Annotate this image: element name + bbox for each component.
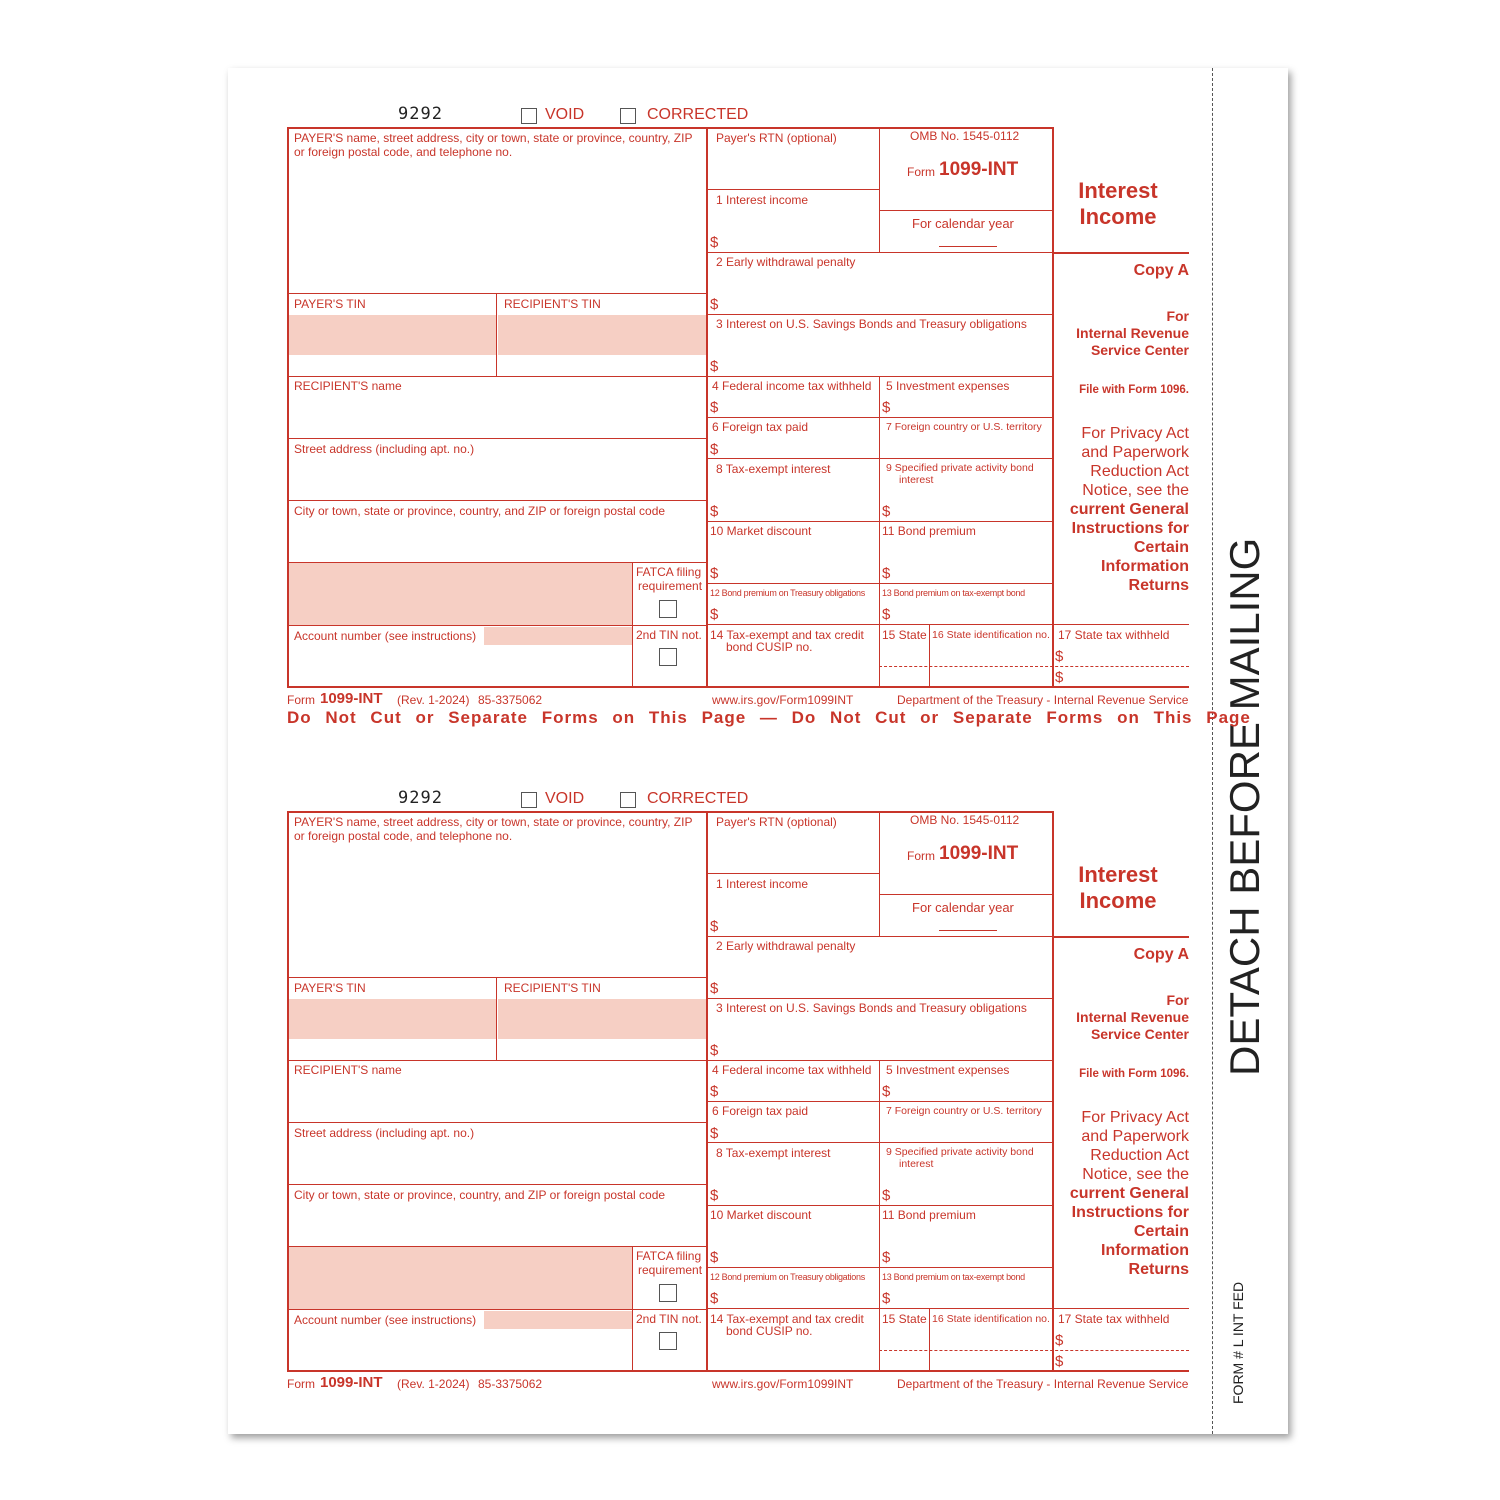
city-label: City or town, state or province, country, and ZIP or foreign postal code [294,1188,666,1202]
fatca-label-1: FATCA filing [636,1249,702,1263]
fatca-label-1: FATCA filing [636,565,702,579]
recipient-tin-label: RECIPIENT'S TIN [504,297,601,311]
box9-label: 9 Specified private activity bond [886,462,1034,474]
box1-label: 1 Interest income [716,877,809,891]
box11-label: 11 Bond premium [882,524,976,538]
void-checkbox[interactable] [521,108,537,124]
privacy-line-4: Notice, see the [1082,482,1189,499]
second-tin-checkbox[interactable] [659,648,677,666]
privacy-line-7: Certain [1133,1223,1189,1240]
street-address-label: Street address (including apt. no.) [294,1126,475,1140]
omb-number: OMB No. 1545-0112 [910,129,1020,143]
fatca-label-2: requirement [638,579,703,593]
title-income: Income [1079,204,1157,229]
payer-name-label-2: or foreign postal code, and telephone no. [294,145,513,159]
fatca-checkbox[interactable] [659,600,677,618]
void-label: VOID [545,790,585,807]
privacy-line-9: Returns [1128,1261,1189,1278]
box6-label: 6 Foreign tax paid [712,1104,809,1118]
title-interest: Interest [1078,862,1158,887]
payer-rtn-label: Payer's RTN (optional) [716,815,837,829]
second-tin-checkbox[interactable] [659,1332,677,1350]
second-tin-label: 2nd TIN not. [636,1312,702,1326]
file-with-1096: File with Form 1096. [1079,1068,1189,1080]
footer-dept: Department of the Treasury - Internal Revenue Service [897,1377,1189,1391]
form-word: Form [907,165,935,179]
corrected-label: CORRECTED [647,790,749,807]
privacy-line-5: current General [1069,501,1189,518]
form-number: 1099-INT [939,843,1019,864]
copy-a: Copy A [1133,262,1189,279]
internal-revenue: Internal Revenue [1076,325,1189,341]
footer-cat: 85-3375062 [478,1377,543,1391]
privacy-line-6: Instructions for [1071,520,1189,537]
form-1099-int-copy-1: 9292 VOID CORRECTED PAYER'S name, street address, city or town, state or province, country, ZIP or foreign postal code, and telephone no. PAYER'S TIN RECIPIENT'S TIN RECIPIENT'S name Street address (including apt. no.) City or town, state or province, country, and ZIP or foreign postal code FATCA filing requirement Account number (see instructions) 2nd TIN not. Payer's RTN (optional) 1 Interest income $ 2 Early withdrawal penalty $ 3 Interest on U.S. Savings Bonds and Treasury obligations $ 4 Federal income tax withheld $ 5 Investment expenses $ 6 Foreign tax paid $ 7 Foreign country or U.S. territory 8 Tax-exempt interest $ 9 Specified private activity bond interest $ 10 Market discount $ 11 Bond premium $ 12 Bond premium on Treasury obligations $ 13 Bond premium on tax-exempt bond $ 14 Tax-exempt and tax credit bond CUSIP no. 15 State 16 State identification no. 17 State tax withheld $ $ OMB No. 1545-0112 Form 1099-INT For calendar year Interest Income Copy A For Internal Revenue Service Center File with Form 1096. For Privacy Act and Paperwork Reduction Act Notice, see the current General Instructions for Certain Information Returns Form 1099-INT (Rev. 1-2024) 85-3375062 www.irs.gov/Form1099INT Department of the Treasury - Internal Revenue Service [287,104,1189,707]
box7-label: 7 Foreign country or U.S. territory [886,1105,1042,1117]
form-number: 1099-INT [939,159,1019,180]
privacy-line-5: current General [1069,1185,1189,1202]
payer-name-label: PAYER'S name, street address, city or town, state or province, country, ZIP [294,131,693,145]
privacy-line-1: For Privacy Act [1081,1109,1189,1126]
box3-label: 3 Interest on U.S. Savings Bonds and Treasury obligations [716,317,1027,331]
account-number-label: Account number (see instructions) [294,1313,477,1327]
account-number-label: Account number (see instructions) [294,629,477,643]
file-with-1096: File with Form 1096. [1079,384,1189,396]
footer-dept: Department of the Treasury - Internal Revenue Service [897,693,1189,707]
box17-label: 17 State tax withheld [1058,1312,1170,1326]
payer-tin-label: PAYER'S TIN [294,297,366,311]
payer-tin-label: PAYER'S TIN [294,981,366,995]
footer-rev: (Rev. 1-2024) [397,693,470,707]
box2-label: 2 Early withdrawal penalty [716,939,856,953]
for-label: For [1166,992,1189,1008]
privacy-line-8: Information [1101,1242,1189,1259]
payer-rtn-label: Payer's RTN (optional) [716,131,837,145]
box11-label: 11 Bond premium [882,1208,976,1222]
privacy-line-3: Reduction Act [1090,1147,1189,1164]
footer-cat: 85-3375062 [478,693,543,707]
form-code: 9292 [398,104,443,124]
privacy-line-7: Certain [1133,539,1189,556]
corrected-checkbox[interactable] [620,792,636,808]
box14-label-2: bond CUSIP no. [726,640,813,654]
void-label: VOID [545,106,585,123]
footer-form-number: 1099-INT [320,1374,383,1391]
title-interest: Interest [1078,178,1158,203]
box10-label: 10 Market discount [710,524,812,538]
recipient-name-label: RECIPIENT'S name [294,1063,402,1077]
box17-label: 17 State tax withheld [1058,628,1170,642]
fatca-label-2: requirement [638,1263,703,1277]
box6-label: 6 Foreign tax paid [712,420,809,434]
box16-label: 16 State identification no. [932,1313,1050,1325]
footer-form-number: 1099-INT [320,690,383,707]
calendar-year-label: For calendar year [912,900,1014,915]
box8-label: 8 Tax-exempt interest [716,1146,831,1160]
privacy-line-3: Reduction Act [1090,463,1189,480]
box9-label: 9 Specified private activity bond [886,1146,1034,1158]
box13-label: 13 Bond premium on tax-exempt bond [882,1272,1025,1282]
payer-name-label: PAYER'S name, street address, city or town, state or province, country, ZIP [294,815,693,829]
box3-label: 3 Interest on U.S. Savings Bonds and Treasury obligations [716,1001,1027,1015]
box9-label-2: interest [899,474,934,486]
title-income: Income [1079,888,1157,913]
footer-url: www.irs.gov/Form1099INT [712,693,854,707]
box9-label-2: interest [899,1158,934,1170]
box10-label: 10 Market discount [710,1208,812,1222]
footer-url: www.irs.gov/Form1099INT [712,1377,854,1391]
second-tin-label: 2nd TIN not. [636,628,702,642]
box8-label: 8 Tax-exempt interest [716,462,831,476]
box2-label: 2 Early withdrawal penalty [716,255,856,269]
privacy-line-2: and Paperwork [1081,444,1189,461]
box5-label: 5 Investment expenses [886,1063,1010,1077]
box5-label: 5 Investment expenses [886,379,1010,393]
footer-form-word: Form [287,693,315,707]
side-form-code: FORM # L INT FED [1230,1281,1246,1404]
detach-before-mailing: DETACH BEFORE MAILING [1221,537,1268,1076]
corrected-label: CORRECTED [647,106,749,123]
footer-form-word: Form [287,1377,315,1391]
privacy-line-1: For Privacy Act [1081,425,1189,442]
for-label: For [1166,308,1189,324]
form-code: 9292 [398,788,443,808]
box12-label: 12 Bond premium on Treasury obligations [710,588,865,598]
city-label: City or town, state or province, country, and ZIP or foreign postal code [294,504,666,518]
calendar-year-label: For calendar year [912,216,1014,231]
box1-label: 1 Interest income [716,193,809,207]
privacy-line-6: Instructions for [1071,1204,1189,1221]
box16-label: 16 State identification no. [932,629,1050,641]
privacy-line-8: Information [1101,558,1189,575]
privacy-line-2: and Paperwork [1081,1128,1189,1145]
street-address-label: Street address (including apt. no.) [294,442,475,456]
box7-label: 7 Foreign country or U.S. territory [886,421,1042,433]
internal-revenue: Internal Revenue [1076,1009,1189,1025]
omb-number: OMB No. 1545-0112 [910,813,1020,827]
recipient-name-label: RECIPIENT'S name [294,379,402,393]
void-checkbox[interactable] [521,792,537,808]
form-1099-int-copy-2: 9292 VOID CORRECTED PAYER'S name, street address, city or town, state or province, country, ZIP or foreign postal code, and telephone no. PAYER'S TIN RECIPIENT'S TIN RECIPIENT'S name Street address (including apt. no.) City or town, state or province, country, and ZIP or foreign postal code FATCA filing requirement Account number (see instructions) 2nd TIN not. Payer's RTN (optional) 1 Interest income $ 2 Early withdrawal penalty $ 3 Interest on U.S. Savings Bonds and Treasury obligations $ 4 Federal income tax withheld $ 5 Investment expenses $ 6 Foreign tax paid $ 7 Foreign country or U.S. territory 8 Tax-exempt interest $ 9 Specified private activity bond interest $ 10 Market discount $ 11 Bond premium $ 12 Bond premium on Treasury obligations $ 13 Bond premium on tax-exempt bond $ 14 Tax-exempt and tax credit bond CUSIP no. 15 State 16 State identification no. 17 State tax withheld $ $ OMB No. 1545-0112 Form 1099-INT For calendar year Interest Income Copy A For Internal Revenue Service Center File with Form 1096. For Privacy Act and Paperwork Reduction Act Notice, see the current General Instructions for Certain Information Returns Form 1099-INT (Rev. 1-2024) 85-3375062 www.irs.gov/Form1099INT Department of the Treasury - Internal Revenue Service [287,788,1189,1391]
box4-label: 4 Federal income tax withheld [712,1063,872,1077]
box15-label: 15 State [882,628,927,642]
service-center: Service Center [1090,1026,1189,1042]
fatca-checkbox[interactable] [659,1284,677,1302]
box14-label: 14 Tax-exempt and tax credit [710,628,864,642]
do-not-cut-notice: Do Not Cut or Separate Forms on This Page — Do Not Cut or Separate Forms on This Page [287,708,1251,727]
corrected-checkbox[interactable] [620,108,636,124]
payer-name-label-2: or foreign postal code, and telephone no. [294,829,513,843]
box14-label: 14 Tax-exempt and tax credit [710,1312,864,1326]
box13-label: 13 Bond premium on tax-exempt bond [882,588,1025,598]
box14-label-2: bond CUSIP no. [726,1324,813,1338]
copy-a: Copy A [1133,946,1189,963]
privacy-line-4: Notice, see the [1082,1166,1189,1183]
box15-label: 15 State [882,1312,927,1326]
recipient-tin-label: RECIPIENT'S TIN [504,981,601,995]
box12-label: 12 Bond premium on Treasury obligations [710,1272,865,1282]
service-center: Service Center [1090,342,1189,358]
box4-label: 4 Federal income tax withheld [712,379,872,393]
privacy-line-9: Returns [1128,577,1189,594]
footer-rev: (Rev. 1-2024) [397,1377,470,1391]
form-word: Form [907,849,935,863]
